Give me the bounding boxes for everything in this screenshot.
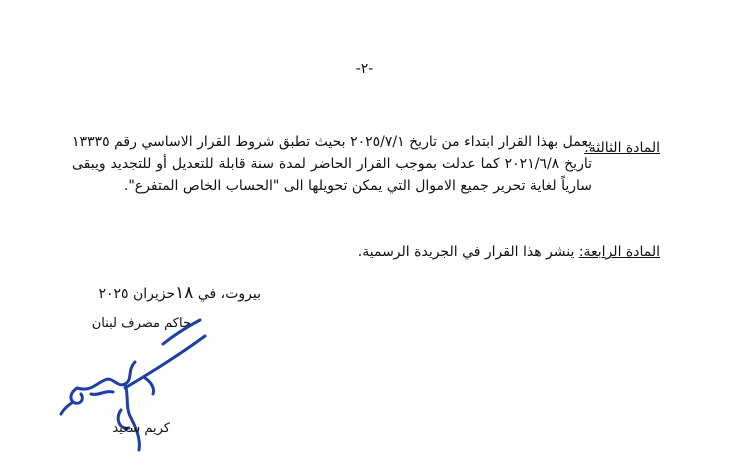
- date-place: بيروت، في: [197, 286, 261, 302]
- page-number: -٢-: [355, 61, 374, 77]
- article-4-text: ينشر هذا القرار في الجريدة الرسمية.: [357, 244, 575, 260]
- signatory-title: حاكم مصرف لبنان: [91, 316, 191, 331]
- article-3-title: المادة الثالثة:: [584, 140, 660, 156]
- signatory-name: كريم سعيد: [112, 421, 170, 436]
- article-3-text: يعمل بهذا القرار ابتداء من تاريخ ٢٠٢٥/٧/١ بحيث تطبق شروط القرار الاساسي رقم ١٣٣٣٥ تاريخ ٢٠٢١/٦/٨ كما عدلت بموجب القرار الحاضر لمدة سنة قابلة للتعديل أو للتجديد ويبقى سارياً لغاية تحرير جميع الاموال التي يمكن تحويلها الى "الحساب الخاص المتفرع".: [72, 134, 593, 194]
- article-4-title: المادة الرابعة:: [578, 244, 660, 260]
- article-4: [358, 241, 660, 263]
- date-line: [98, 283, 261, 303]
- date-day: ١٨: [175, 283, 194, 303]
- date-month-year: حزيران ٢٠٢٥: [98, 286, 176, 302]
